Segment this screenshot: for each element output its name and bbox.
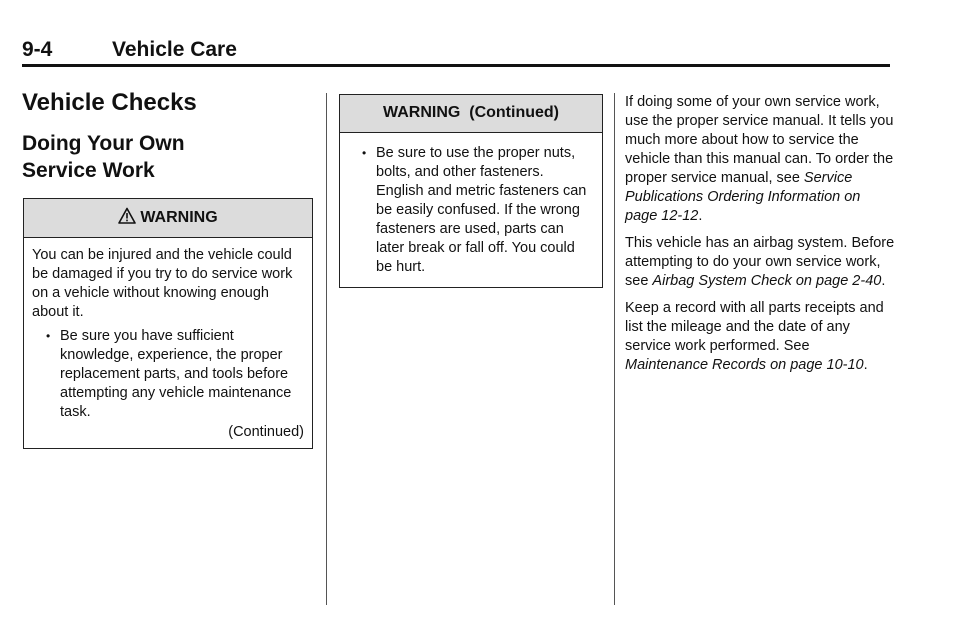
right-column [625,93,895,383]
page-number: 9-4 [22,38,53,61]
bullet-icon: • [46,329,51,343]
warning-box-continued [339,94,603,288]
warning-box [23,198,313,449]
continued-label: (Continued) [228,424,304,440]
bullet-text: Be sure to use the proper nuts, bolts, and other fasteners. English and metric fasteners can be easily confused. If the wrong fasteners are used, parts can later break or fall off. You could be hurt. [376,145,587,275]
warning-header [24,199,312,238]
paragraph-text: If doing some of your own service work, use the proper service manual. It tells you much more about how to service the vehicle than this manual can. To order the proper service manual, see [625,94,894,186]
paragraph [625,299,895,375]
column-divider [326,93,327,605]
paragraph-end: . [863,357,868,373]
paragraph-text: This vehicle has an airbag system. Before attempting to do your own service work, see [625,235,895,289]
warning-title: WARNING [140,209,218,226]
middle-column [339,94,601,288]
warning-body [24,238,312,448]
warning-header: WARNING (Continued) [340,95,602,133]
cross-reference: Maintenance Records on page 10-10 [625,357,864,373]
warning-bullet [348,144,594,277]
paragraph-end: . [881,273,886,289]
cross-reference: Airbag System Check on page 2-40 [652,273,882,289]
page-header [22,8,890,67]
paragraph [625,234,895,291]
cross-reference: Service Publications Ordering Information on page 12-12 [625,170,861,224]
paragraph [625,93,895,226]
paragraph-end: . [698,208,703,224]
warning-text: You can be injured and the vehicle could be damaged if you try to do service work on a vehicle without knowing enough about it. [32,247,293,320]
bullet-text: Be sure you have sufficient knowledge, experience, the proper replacement parts, and tools before attempting any vehicle maintenance task. [60,328,292,420]
subsection-title: Doing Your Own Service Work [22,132,185,182]
left-column [22,88,318,449]
paragraph-text: Keep a record with all parts receipts and list the mileage and the date of any service work performed. See [625,300,884,354]
warning-triangle-icon [118,207,136,225]
column-divider [614,93,615,605]
section-title: Vehicle Checks [22,89,197,116]
warning-bullet [32,327,304,422]
chapter-title: Vehicle Care [112,38,237,61]
warning-body [340,133,602,287]
bullet-icon: • [362,146,367,160]
